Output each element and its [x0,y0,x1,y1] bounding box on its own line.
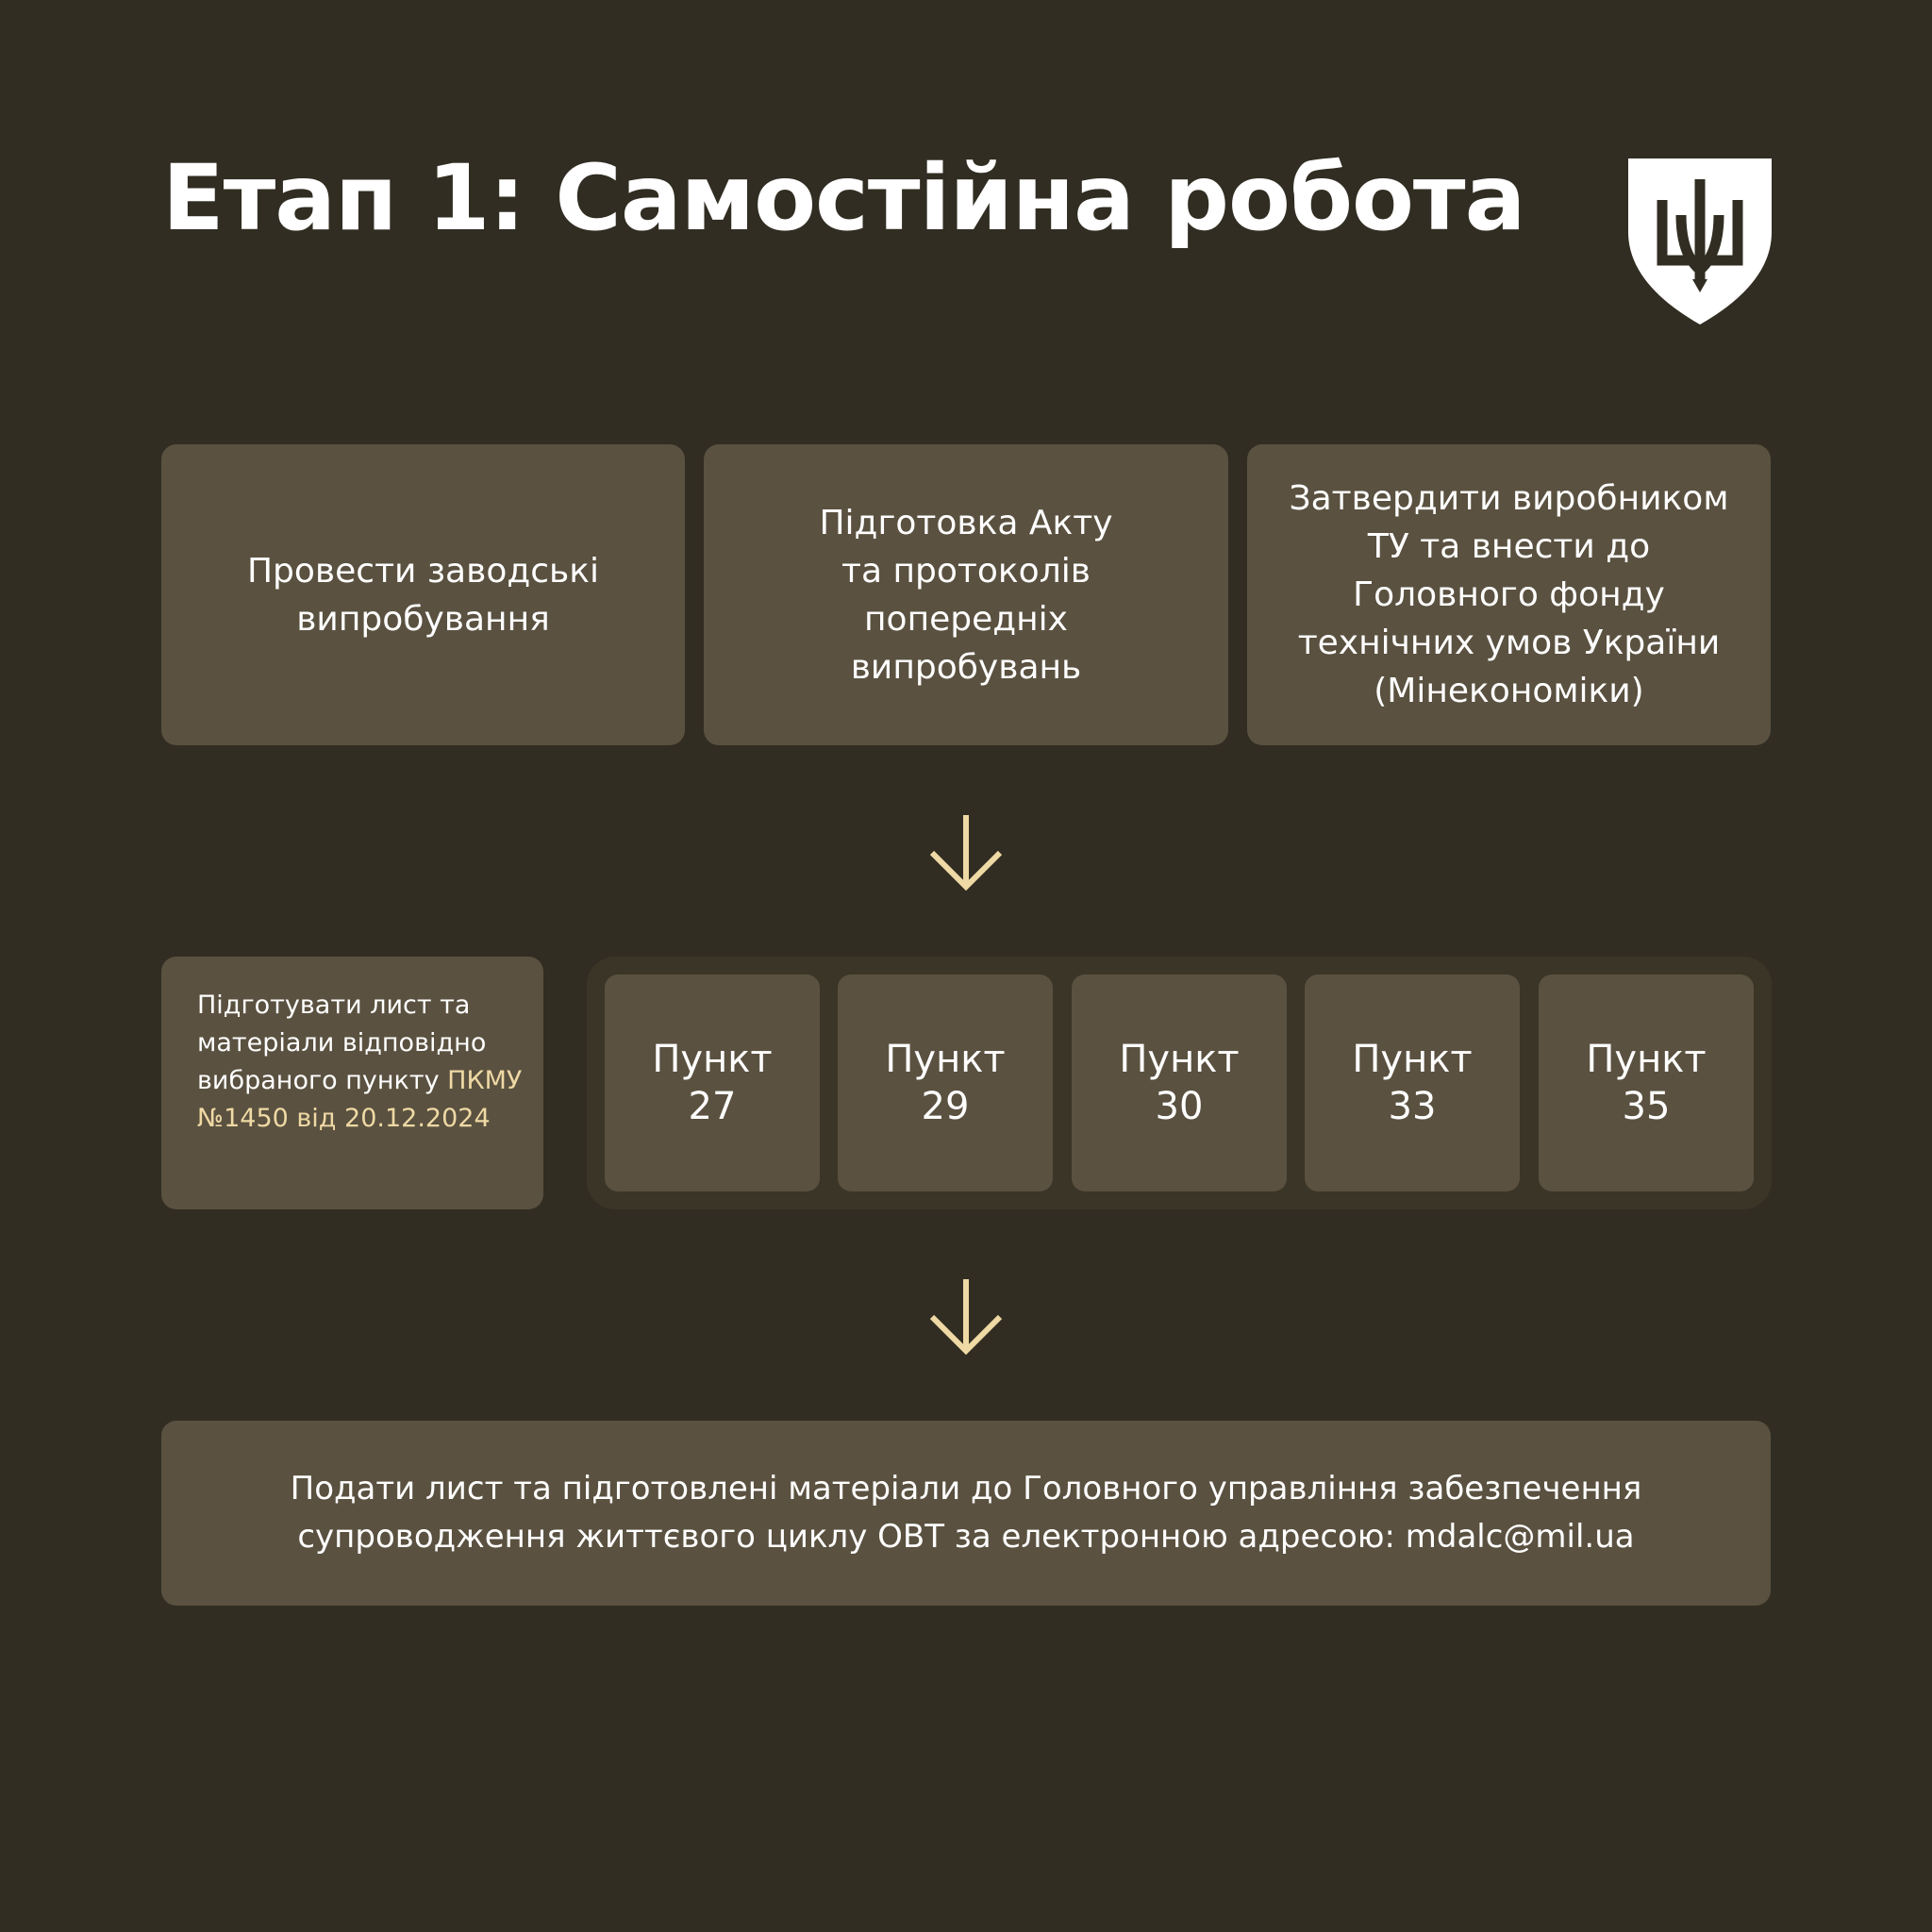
arrow-down-icon [926,1275,1006,1355]
point-label: Пункт [1586,1038,1707,1081]
point-label: Пункт [652,1038,773,1081]
point-card[interactable] [1305,974,1520,1191]
prepare-text: Підготувати лист та матеріали відповідно вибраного пункту [197,991,487,1095]
point-card[interactable] [1072,974,1287,1191]
points-group [587,957,1772,1209]
point-label: Пункт [1119,1038,1240,1081]
arrow-down-icon [926,811,1006,891]
point-number: 33 [1388,1085,1437,1128]
step-card-approve-specs [1247,444,1771,745]
point-number: 29 [921,1085,970,1128]
decree-reference: ПКМУ №1450 від 20.12.2024 [197,1066,523,1133]
submit-materials-card [161,1421,1771,1606]
point-number: 35 [1622,1085,1671,1128]
point-label: Пункт [1352,1038,1473,1081]
point-card[interactable] [605,974,820,1191]
step-text: Затвердити виробником ТУ та внести до Головного фонду технічних умов України (Мінекономіки) [1289,479,1729,710]
step-card-act-preparation [704,444,1228,745]
step-text: Підготовка Акту та протоколів попередніх випробувань [819,503,1113,687]
tryzub-shield-icon [1628,158,1772,325]
prepare-letter-card [161,957,543,1209]
point-card[interactable] [1539,974,1754,1191]
submit-text: Подати лист та підготовлені матеріали до Головного управління забезпечення супроводження життєвого циклу ОВТ за електронною адресою: mdalc@mil.ua [290,1470,1642,1556]
step-text: Провести заводські випробування [246,551,599,639]
point-number: 27 [688,1085,737,1128]
point-card[interactable] [838,974,1053,1191]
step-card-factory-tests [161,444,685,745]
point-number: 30 [1155,1085,1204,1128]
point-label: Пункт [885,1038,1006,1081]
page-title: Етап 1: Самостійна робота [162,145,1525,251]
